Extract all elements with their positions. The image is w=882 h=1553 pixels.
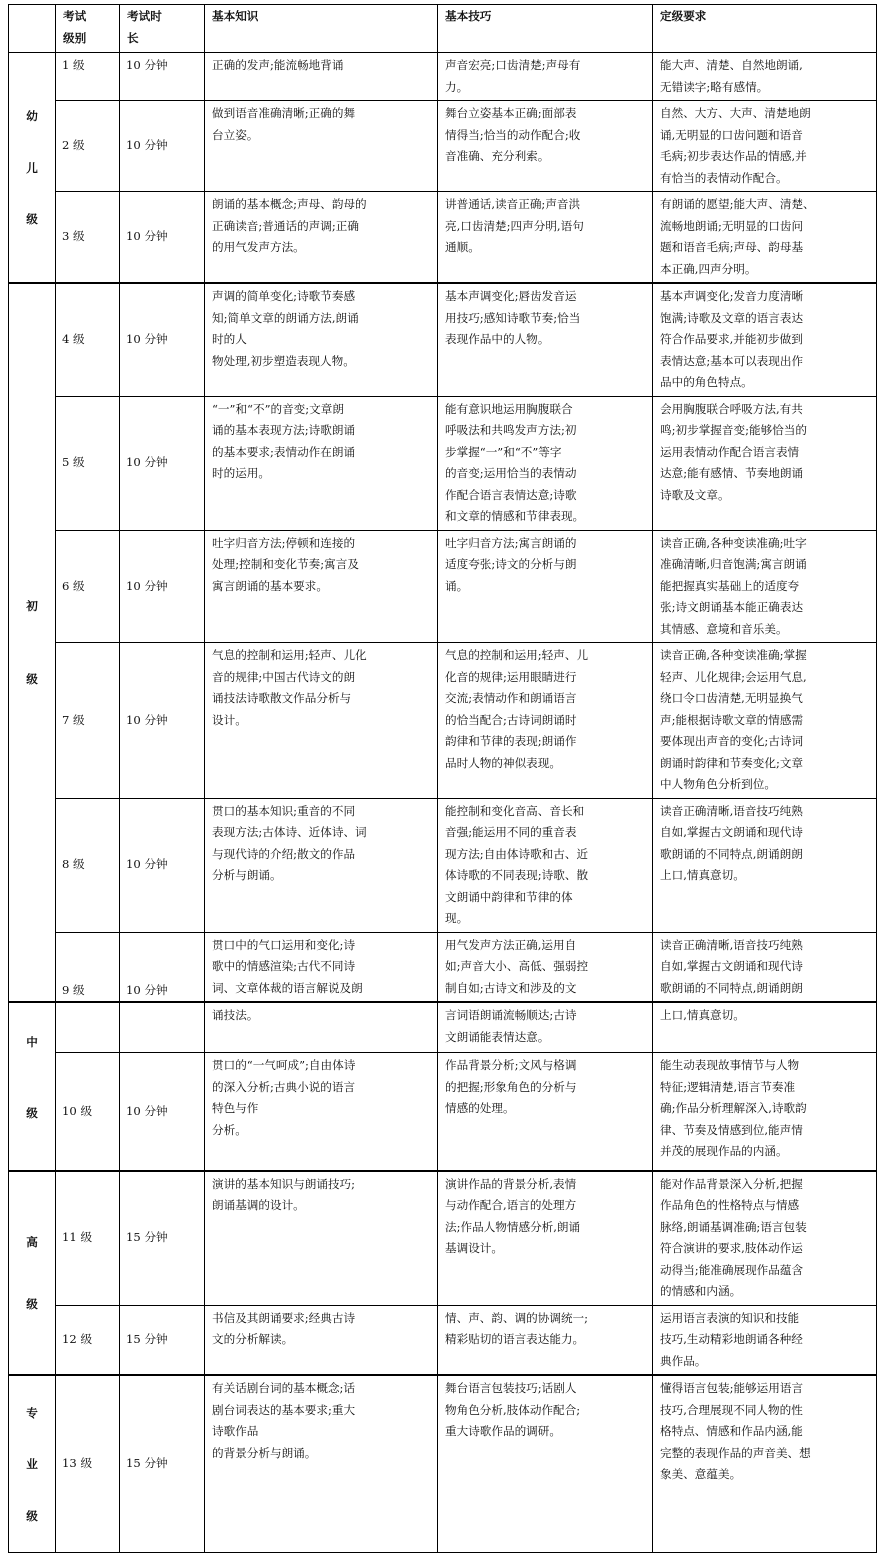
requirement-cell: 会用胸腹联合呼吸方法,有共 鸣;初步掌握音变;能够恰当的 运用表情动作配合语言表情 达意;能有感情、节奏地朗诵 诗歌及文章。: [653, 396, 877, 530]
level-cell: 7 级: [56, 643, 120, 799]
requirement-cell: 基本声调变化;发音力度清晰 饱满;诗歌及文章的语言表达 符合作品要求,并能初步做到 表情达意;基本可以表现出作 品中的角色特点。: [653, 283, 877, 396]
duration-cell: 15 分钟: [120, 1305, 205, 1375]
category-char: 初: [26, 599, 38, 613]
exam-level-table: [8, 4, 877, 1553]
category-char: 级: [26, 1106, 38, 1120]
level-cell: 11 级: [56, 1171, 120, 1306]
duration-cell: 10 分钟: [120, 53, 205, 101]
level-cell: 9 级: [56, 932, 120, 1002]
knowledge-cell: 正确的发声;能流畅地背诵: [205, 53, 438, 101]
level-cell: 4 级: [56, 283, 120, 396]
knowledge-cell: 贯口的“一气呵成”;自由体诗 的深入分析;古典小说的语言 特色与作 分析。: [205, 1053, 438, 1171]
category-char: 儿: [26, 160, 38, 175]
level-cell: 2 级: [56, 101, 120, 192]
duration-cell: 10 分钟: [120, 932, 205, 1002]
table-row: [9, 932, 877, 1002]
table-row: [9, 283, 877, 396]
header-cell-duration: 考试时 长: [120, 5, 205, 53]
knowledge-cell: 书信及其朗诵要求;经典古诗 文的分析解读。: [205, 1305, 438, 1375]
knowledge-cell: 贯口的基本知识;重音的不同 表现方法;古体诗、近体诗、词 与现代诗的介绍;散文的作品 分析与朗诵。: [205, 798, 438, 932]
knowledge-cell: 诵技法。: [205, 1002, 438, 1053]
header-cell-category: [9, 5, 56, 53]
level-cell: 3 级: [56, 192, 120, 284]
category-char: 专: [26, 1405, 38, 1420]
knowledge-cell: 有关话剧台词的基本概念;话 剧台词表达的基本要求;重大 诗歌作品 的背景分析与朗诵。: [205, 1375, 438, 1553]
table-row: [9, 1053, 877, 1171]
knowledge-cell: 声调的简单变化;诗歌节奏感 知;简单文章的朗诵方法,朗诵 时的人 物处理,初步塑造表现人物。: [205, 283, 438, 396]
requirement-cell: 读音正确清晰,语音技巧纯熟 自如,掌握古文朗诵和现代诗 歌朗诵的不同特点,朗诵朗朗 上口,情真意切。: [653, 798, 877, 932]
level-cell: 6 级: [56, 530, 120, 643]
duration-cell: 10 分钟: [120, 192, 205, 284]
skill-cell: 言词语朗诵流畅顺达;古诗 文朗诵能表情达意。: [438, 1002, 653, 1053]
skill-cell: 基本声调变化;唇齿发音运 用技巧;感知诗歌节奏;恰当 表现作品中的人物。: [438, 283, 653, 396]
table-row: [9, 798, 877, 932]
duration-cell: 10 分钟: [120, 643, 205, 799]
knowledge-cell: 演讲的基本知识与朗诵技巧; 朗诵基调的设计。: [205, 1171, 438, 1306]
requirement-cell: 读音正确清晰,语音技巧纯熟 自如,掌握古文朗诵和现代诗 歌朗诵的不同特点,朗诵朗朗: [653, 932, 877, 1002]
skill-cell: 声音宏亮;口齿清楚;声母有 力。: [438, 53, 653, 101]
category-char: 业: [26, 1457, 38, 1471]
duration-cell: 10 分钟: [120, 283, 205, 396]
table-row: [9, 1305, 877, 1375]
requirement-cell: 能生动表现故事情节与人物 特征;逻辑清楚,语言节奏准 确;作品分析理解深入,诗歌韵 律、节奏及情感到位,能声情 并茂的展现作品的内涵。: [653, 1053, 877, 1171]
header-cell-requirement: 定级要求: [653, 5, 877, 53]
table-row: [9, 530, 877, 643]
category-chu: [9, 283, 56, 1002]
duration-cell: 10 分钟: [120, 1053, 205, 1171]
category-zhuanye: [9, 1375, 56, 1553]
table-row: [9, 1375, 877, 1553]
table-row: [9, 643, 877, 799]
requirement-cell: 有朗诵的愿望;能大声、清楚、 流畅地朗诵;无明显的口齿问 题和语音毛病;声母、韵母基 本正确,四声分明。: [653, 192, 877, 284]
table-row: [9, 396, 877, 530]
table-row: [9, 53, 877, 101]
requirement-cell: 懂得语言包装;能够运用语言 技巧,合理展现不同人物的性 格特点、情感和作品内涵,能 完整的表现作品的声音美、想 象美、意蕴美。: [653, 1375, 877, 1553]
skill-cell: 作品背景分析;文风与格调 的把握;形象角色的分析与 情感的处理。: [438, 1053, 653, 1171]
requirement-cell: 能大声、清楚、自然地朗诵, 无错读字;略有感情。: [653, 53, 877, 101]
knowledge-cell: “一”和“不”的音变;文章朗 诵的基本表现方法;诗歌朗诵 的基本要求;表情动作在朗诵 时的运用。: [205, 396, 438, 530]
header-row: [9, 5, 877, 53]
category-char: 级: [26, 1508, 38, 1523]
level-cell-empty: [56, 1002, 120, 1053]
category-char: 高: [26, 1235, 38, 1249]
skill-cell: 用气发声方法正确,运用自 如;声音大小、高低、强弱控 制自如;古诗文和涉及的文: [438, 932, 653, 1002]
level-cell: 13 级: [56, 1375, 120, 1553]
skill-cell: 能有意识地运用胸腹联合 呼吸法和共鸣发声方法;初 步掌握“一”和“不”等字 的音变;运用恰当的表情动 作配合语言表情达意;诗歌 和文章的情感和节律表现。: [438, 396, 653, 530]
table-row: [9, 1171, 877, 1306]
requirement-cell: 读音正确,各种变读准确;掌握 轻声、儿化规律;会运用气息, 绕口令口齿清楚,无明显换气 声;能根据诗歌文章的情感需 要体现出声音的变化;古诗词 朗诵时韵律和节奏变化;文章 中人物角色分析到位。: [653, 643, 877, 799]
category-char: 级: [26, 212, 38, 226]
knowledge-cell: 做到语音准确清晰;正确的舞 台立姿。: [205, 101, 438, 192]
skill-cell: 讲普通话,读音正确;声音洪 亮,口齿清楚;四声分明,语句 通顺。: [438, 192, 653, 284]
skill-cell: 情、声、韵、调的协调统一; 精彩贴切的语言表达能力。: [438, 1305, 653, 1375]
skill-cell: 吐字归音方法;寓言朗诵的 适度夸张;诗文的分析与朗 诵。: [438, 530, 653, 643]
knowledge-cell: 朗诵的基本概念;声母、韵母的 正确读音;普通话的声调;正确 的用气发声方法。: [205, 192, 438, 284]
knowledge-cell: 吐字归音方法;停顿和连接的 处理;控制和变化节奏;寓言及 寓言朗诵的基本要求。: [205, 530, 438, 643]
category-gao: [9, 1171, 56, 1376]
requirement-cell: 自然、大方、大声、清楚地朗 诵,无明显的口齿问题和语音 毛病;初步表达作品的情感,并 有恰当的表情动作配合。: [653, 101, 877, 192]
skill-cell: 舞台语言包装技巧;话剧人 物角色分析,肢体动作配合; 重大诗歌作品的调研。: [438, 1375, 653, 1553]
header-cell-knowledge: 基本知识: [205, 5, 438, 53]
knowledge-cell: 气息的控制和运用;轻声、儿化 音的规律;中国古代诗文的朗 诵技法诗歌散文作品分析与 设计。: [205, 643, 438, 799]
level-cell: 1 级: [56, 53, 120, 101]
skill-cell: 气息的控制和运用;轻声、儿 化音的规律;运用眼睛进行 交流;表情动作和朗诵语言 的恰当配合;古诗词朗诵时 韵律和节律的表现;朗诵作 品时人物的神似表现。: [438, 643, 653, 799]
duration-cell: 10 分钟: [120, 101, 205, 192]
category-char: 级: [26, 672, 38, 686]
knowledge-cell: 贯口中的气口运用和变化;诗 歌中的情感渲染;古代不同诗 词、文章体裁的语言解说及朗: [205, 932, 438, 1002]
level-cell: 10 级: [56, 1053, 120, 1171]
skill-cell: 舞台立姿基本正确;面部表 情得当;恰当的动作配合;收 音准确、充分利索。: [438, 101, 653, 192]
level-cell: 8 级: [56, 798, 120, 932]
duration-cell: 15 分钟: [120, 1375, 205, 1553]
duration-cell: 10 分钟: [120, 798, 205, 932]
category-char: 幼: [26, 109, 38, 123]
requirement-cell: 上口,情真意切。: [653, 1002, 877, 1053]
duration-cell: 10 分钟: [120, 530, 205, 643]
category-zhong: [9, 1002, 56, 1171]
header-cell-level: 考试 级别: [56, 5, 120, 53]
level-cell: 5 级: [56, 396, 120, 530]
table-row: [9, 101, 877, 192]
category-youer: [9, 53, 56, 284]
duration-cell-empty: [120, 1002, 205, 1053]
skill-cell: 能控制和变化音高、音长和 音强;能运用不同的重音表 现方法;自由体诗歌和古、近 体诗歌的不同表现;诗歌、散 文朗诵中韵律和节律的体 现。: [438, 798, 653, 932]
duration-cell: 15 分钟: [120, 1171, 205, 1306]
requirement-cell: 读音正确,各种变读准确;吐字 准确清晰,归音饱满;寓言朗诵 能把握真实基础上的适度夸 张;诗文朗诵基本能正确表达 其情感、意境和音乐美。: [653, 530, 877, 643]
requirement-cell: 运用语言表演的知识和技能 技巧,生动精彩地朗诵各种经 典作品。: [653, 1305, 877, 1375]
duration-cell: 10 分钟: [120, 396, 205, 530]
header-cell-skill: 基本技巧: [438, 5, 653, 53]
skill-cell: 演讲作品的背景分析,表情 与动作配合,语言的处理方 法;作品人物情感分析,朗诵 基调设计。: [438, 1171, 653, 1306]
level-cell: 12 级: [56, 1305, 120, 1375]
table-row: [9, 192, 877, 284]
category-char: 级: [26, 1296, 38, 1311]
requirement-cell: 能对作品背景深入分析,把握 作品角色的性格特点与情感 脉络,朗诵基调准确;语言包装 符合演讲的要求,肢体动作运 动得当;能准确展现作品蕴含 的情感和内涵。: [653, 1171, 877, 1306]
table-row: [9, 1002, 877, 1053]
category-char: 中: [26, 1034, 38, 1049]
